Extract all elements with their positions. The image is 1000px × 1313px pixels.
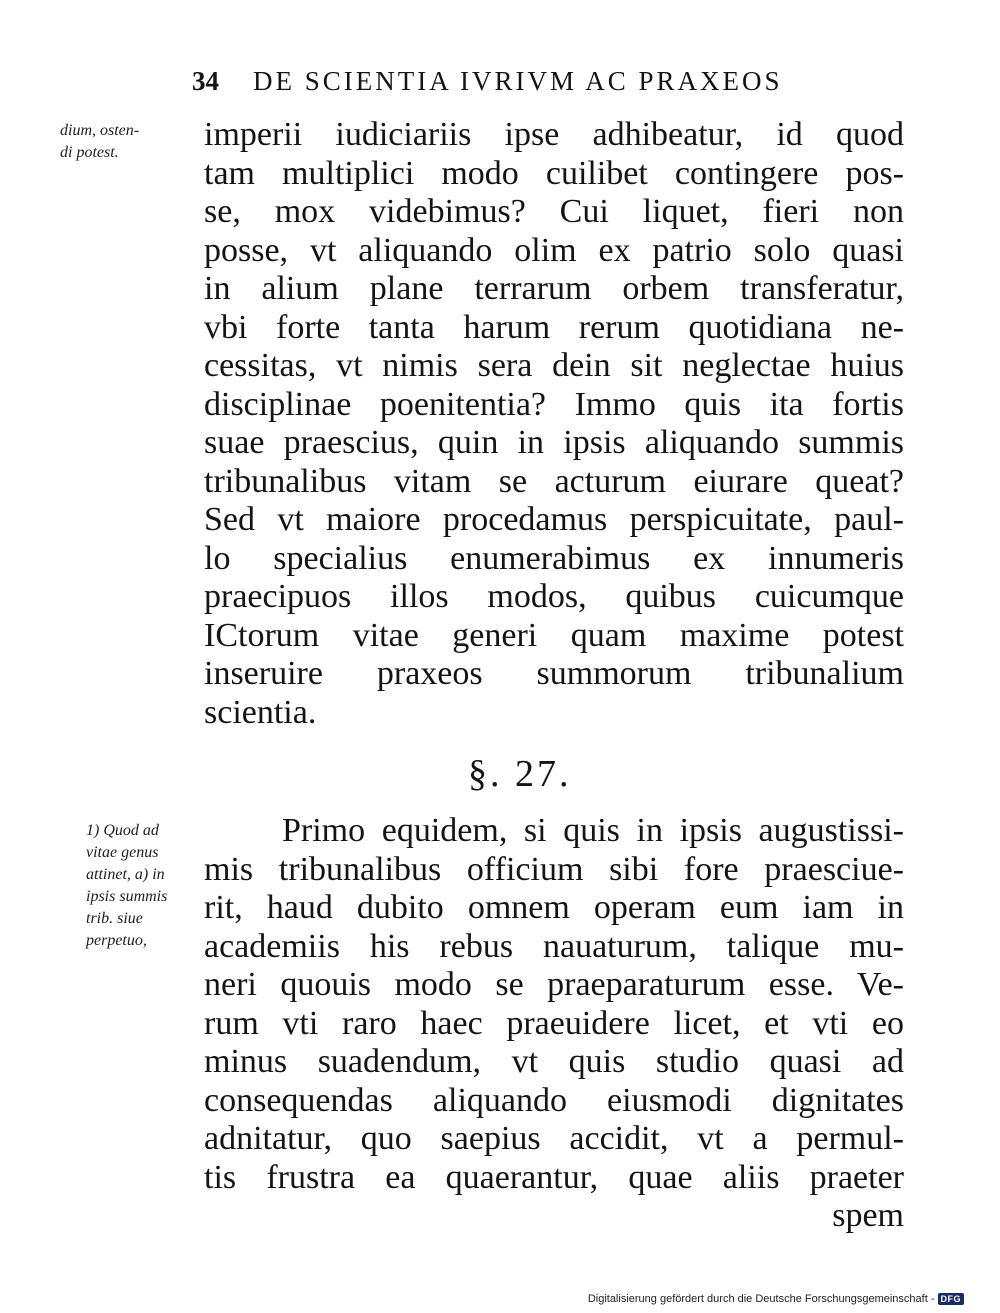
section-heading: §. 27. — [468, 753, 572, 795]
margin-note-line: trib. siue — [86, 910, 143, 927]
margin-note-top — [60, 120, 139, 164]
text-line: scientia. — [204, 693, 317, 731]
margin-note-line: 1) Quod ad — [86, 822, 159, 839]
margin-note-line: dium, osten- — [60, 122, 140, 139]
text-line: tis frustra ea quaerantur, quae aliis praeter — [204, 1158, 904, 1196]
running-title: DE SCIENTIA IVRIVM AC PRAXEOS — [253, 66, 783, 96]
text-line: tam multiplici modo cuilibet contingere pos- — [204, 154, 904, 192]
text-line-indented: Primo equidem, si quis in ipsis augustissi- — [282, 812, 904, 849]
text-line: minus suadendum, vt quis studio quasi ad — [204, 1043, 904, 1080]
page-number: 34 — [192, 66, 219, 96]
text-line: ICtorum vitae generi quam maxime potest — [204, 616, 904, 654]
catchword: spem — [832, 1197, 904, 1234]
text-line: imperii iudiciariis ipse adhibeatur, id quod — [204, 116, 904, 153]
text-line: posse, vt aliquando olim ex patrio solo quasi — [204, 231, 904, 269]
text-line: neri quouis modo se praeparaturum esse. Ve- — [204, 966, 904, 1003]
paragraph-1 — [204, 116, 904, 732]
credit-text: Digitalisierung gefördert durch die Deutsche Forschungsgemeinschaft - — [587, 1293, 935, 1305]
text-line: lo specialius enumerabimus ex innumeris — [204, 539, 904, 577]
margin-note-bottom — [86, 820, 167, 952]
dfg-logo-icon: DFG — [938, 1293, 965, 1305]
text-line: tribunalibus vitam se acturum eiurare queat? — [204, 462, 904, 500]
text-line: rit, haud dubito omnem operam eum iam in — [204, 889, 904, 926]
text-line: vbi forte tanta harum rerum quotidiana ne- — [204, 308, 904, 346]
margin-note-line: di potest. — [60, 144, 119, 161]
text-line: se, mox videbimus? Cui liquet, fieri non — [204, 193, 904, 230]
text-line: consequendas aliquando eiusmodi dignitates — [204, 1081, 904, 1119]
text-line: Sed vt maiore procedamus perspicuitate, paul- — [204, 501, 904, 538]
text-line: academiis his rebus nauaturum, talique mu- — [204, 927, 904, 965]
text-line: suae praescius, quin in ipsis aliquando summis — [204, 424, 904, 461]
text-line: inseruire praxeos summorum tribunalium — [204, 655, 904, 692]
margin-note-line: perpetuo, — [86, 932, 147, 949]
running-head — [192, 66, 912, 97]
paragraph-2 — [204, 812, 904, 1236]
margin-note-line: ipsis summis — [86, 888, 168, 905]
text-line: cessitas, vt nimis sera dein sit neglectae huius — [204, 347, 904, 384]
text-line: praecipuos illos modos, quibus cuicumque — [204, 578, 904, 615]
text-line: disciplinae poenitentia? Immo quis ita fortis — [204, 385, 904, 423]
text-line: rum vti raro haec praeuidere licet, et vti eo — [204, 1004, 904, 1042]
text-line: in alium plane terrarum orbem transferatur, — [204, 270, 904, 307]
text-line: mis tribunalibus officium sibi fore praesciue- — [204, 850, 904, 888]
margin-note-line: attinet, a) in — [86, 866, 165, 883]
margin-note-line: vitae genus — [86, 844, 159, 861]
text-line: adnitatur, quo saepius accidit, vt a permul- — [204, 1120, 904, 1157]
digitization-credit — [588, 1293, 964, 1305]
